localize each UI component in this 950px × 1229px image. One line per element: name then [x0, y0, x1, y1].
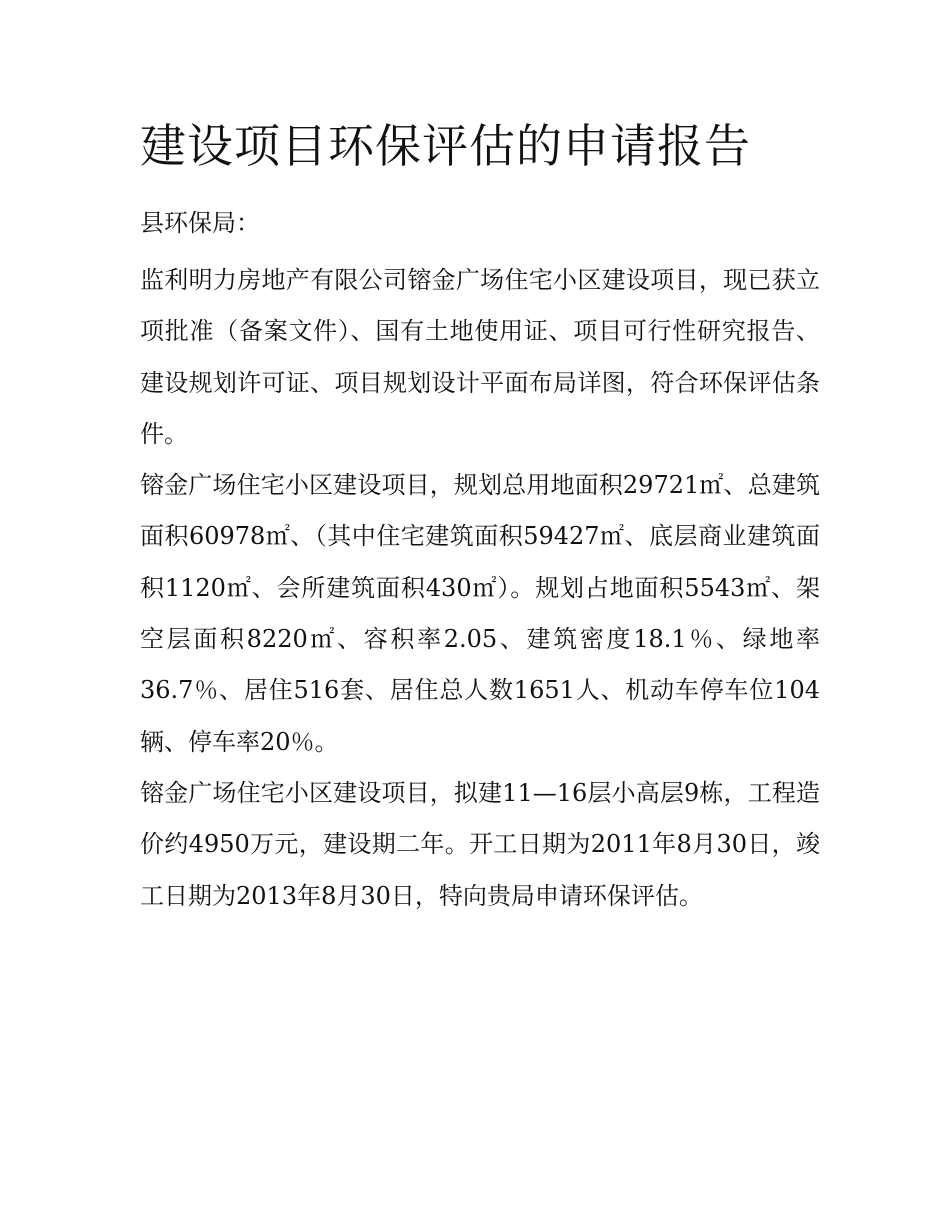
document-title: 建设项目环保评估的申请报告	[140, 119, 751, 173]
paragraph-approval-status: 监利明力房地产有限公司镕金广场住宅小区建设项目，现已获立项批准（备案文件）、国有土地使用证、项目可行性研究报告、建设规划许可证、项目规划设计平面布局详图，符合环保评估条件。	[140, 266, 820, 448]
salutation: 县环保局：	[140, 209, 260, 237]
document-body	[140, 255, 820, 922]
paragraph-construction-schedule: 镕金广场住宅小区建设项目，拟建11—16层小高层9栋，工程造价约4950万元，建设期二年。开工日期为2011年8月30日，竣工日期为2013年8月30日，特向贵局申请环保评估。	[140, 778, 820, 910]
paragraph-project-figures: 镕金广场住宅小区建设项目，规划总用地面积29721㎡、总建筑面积60978㎡、（其中住宅建筑面积59427㎡、底层商业建筑面积1120㎡、会所建筑面积430㎡）。规划占地面积5543㎡、架空层面积8220㎡、容积率2.05、建筑密度18.1％、绿地率36.7％、居住516套、居住总人数1651人、机动车停车位104辆、停车率20％。	[140, 471, 820, 756]
